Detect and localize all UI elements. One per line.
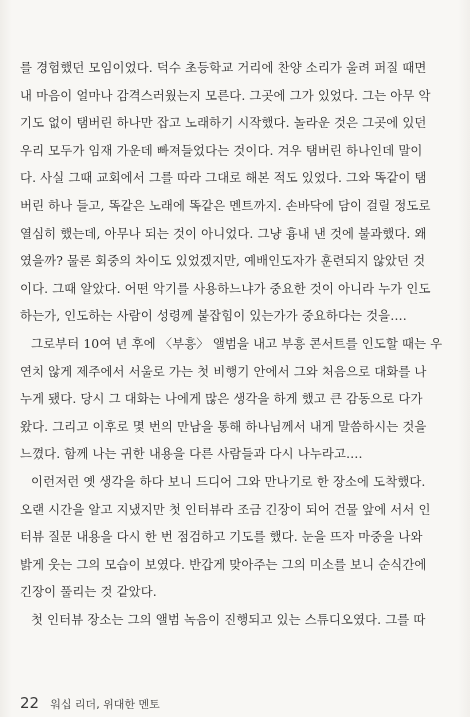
text-line: 그로부터 10여 년 후에 〈부흥〉 앨범을 내고 부흥 콘서트를 인도할 때는 우 [31, 335, 443, 351]
body-text [20, 54, 460, 633]
text-line: 터뷰 질문 내용을 다시 한 번 점검하고 기도를 했다. 눈을 뜨자 마중을 나와 [20, 529, 423, 545]
page-footer [20, 693, 160, 712]
text-line: 우리 모두가 임재 가운데 빠져들었다는 것이다. 겨우 탬버린 하나인데 말이 [20, 142, 423, 158]
running-title: 워십 리더, 위대한 멘토 [50, 698, 160, 711]
paragraph [20, 468, 460, 606]
text-line: 다. 사실 그때 교회에서 그를 따라 그대로 해본 적도 있었다. 그와 똑같이 탬 [20, 170, 427, 186]
text-line: 이다. 그때 알았다. 어떤 악기를 사용하느냐가 중요한 것이 아니라 누가 인도 [20, 280, 431, 296]
text-line: 이런저런 옛 생각을 하다 보니 드디어 그와 만나기로 한 장소에 도착했다. [31, 473, 426, 489]
text-line: 연치 않게 제주에서 서울로 가는 첫 비행기 안에서 그와 처음으로 대화를 나 [20, 363, 427, 379]
paragraph [20, 606, 460, 634]
text-line: 첫 인터뷰 장소는 그의 앨범 녹음이 진행되고 있는 스튜디오였다. 그를 따 [31, 611, 426, 627]
text-line: 긴장이 풀리는 것 같았다. [20, 584, 157, 600]
text-line: 열심히 했는데, 아무나 되는 것이 아니었다. 그냥 흉내 낸 것에 불과했다. 왜 [20, 225, 427, 241]
text-line: 를 경험했던 모임이었다. 덕수 초등학교 거리에 찬양 소리가 울려 퍼질 때면 [20, 60, 427, 75]
text-line: 버린 하나 들고, 똑같은 노래에 똑같은 멘트까지. 손바닥에 담이 걸릴 정도로 [20, 197, 431, 213]
text-line: 오랜 시간을 알고 지냈지만 첫 인터뷰라 조금 긴장이 되어 건물 앞에 서서 인 [20, 501, 431, 517]
text-line: 내 마음이 얼마나 감격스러웠는지 모른다. 그곳에 그가 있었다. 그는 아무 악 [20, 87, 431, 103]
text-line: 하는가, 인도하는 사람이 성령께 붙잡힘이 있는가가 중요하다는 것을…. [20, 308, 407, 324]
text-line: 기도 없이 탬버린 하나만 잡고 노래하기 시작했다. 놀라운 것은 그곳에 있던 [20, 115, 427, 131]
paragraph [20, 330, 460, 468]
text-line: 였을까? 물론 회중의 차이도 있었겠지만, 예배인도자가 훈련되지 않았던 것 [20, 253, 426, 269]
text-line: 왔다. 그리고 이후로 몇 번의 만남을 통해 하나님께서 내게 말씀하시는 것을 [20, 418, 427, 434]
text-line: 느꼈다. 함께 나는 귀한 내용을 다른 사람들과 다시 나누라고…. [20, 446, 363, 462]
paragraph [20, 54, 460, 330]
text-line: 밝게 웃는 그의 모습이 보였다. 반갑게 맞아주는 그의 미소를 보니 순식간에 [20, 556, 427, 572]
page-number: 22 [20, 694, 40, 712]
text-line: 누게 됐다. 당시 그 대화는 나에게 많은 생각을 하게 했고 큰 감동으로 다가 [20, 391, 423, 407]
